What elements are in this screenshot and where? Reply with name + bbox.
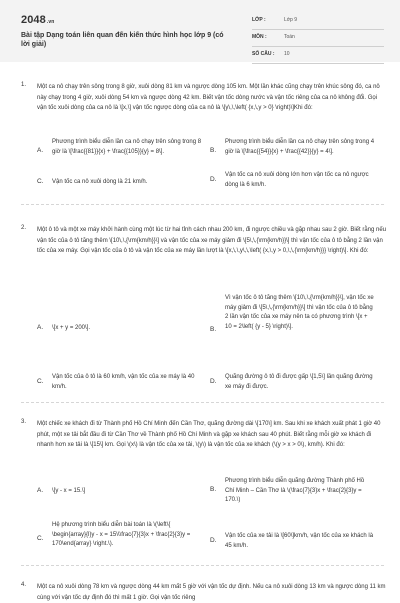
question-number: 2.	[21, 225, 27, 231]
question-text: Một ô tô và một xe máy khởi hành cùng một lúc từ hai tỉnh cách nhau 200 km, đi ngược chiều và gặp nhau sau 2 giờ. Biết rằng nếu vận tốc của ô tô tăng thêm \[10\,\,{\rm{km/h}}\] và vận tốc của xe máy giảm đi \[5\,\,{\rm{km/h}}\] thì vận tốc của ô tô bằng 2 lần vận tốc của xe máy. Gọi vận tốc của ô tô và vận tốc của xe máy lần lượt là \[x,\,\,y\,\,\left( {x,\,y > 0,\,\,{\rm{km/h}}} \right)\]. Khi đó:	[37, 227, 387, 254]
option-letter: C.	[37, 535, 44, 542]
question-number: 4.	[21, 582, 27, 588]
meta-label: SỐ CÂU :	[252, 51, 275, 57]
option-text: \[x + y = 200\].	[52, 325, 91, 331]
question-divider	[21, 565, 384, 566]
meta-label: LỚP :	[252, 17, 266, 23]
option-text: \[y - x = 15.\]	[52, 488, 86, 494]
question-divider	[21, 402, 384, 403]
option-text: Vận tốc ca nô xuôi dòng lớn hơn vận tốc ca nô ngược dòng là 6 km/h.	[225, 172, 369, 188]
option-letter: A.	[37, 147, 44, 154]
option-letter: C.	[37, 178, 44, 185]
option-text: Vận tốc của xe tải là \[60\]km/h, vận tốc của xe khách là 45 km/h.	[225, 533, 374, 549]
meta-value: 10	[284, 51, 290, 57]
option-letter: D.	[210, 537, 217, 544]
option-text: Phương trình biểu diễn lần ca nô chạy trên sông trong 8 giờ là \[\frac{{81}}{x} + \frac{{105}}{y} = 8\].	[52, 139, 202, 155]
option-letter: B.	[210, 147, 217, 154]
question-number: 3.	[21, 419, 27, 425]
option-letter: C.	[37, 378, 44, 385]
option-letter: B.	[210, 326, 217, 333]
option-text: Vận tốc ca nô xuôi dòng là 21 km/h.	[52, 179, 148, 185]
option-text: Vận tốc của ô tô là 60 km/h, vận tốc của xe máy là 40 km/h.	[52, 374, 195, 390]
option-text: Quãng đường ô tô đi được gấp \[1,5\] lần quãng đường xe máy đi được.	[225, 374, 373, 390]
option-text: Hệ phương trình biểu diễn bài toán là \(\left\{ \begin{array}{l}y - x = 15\\\frac{7}{3}x + \frac{2}{3}y = 170\end{array} \right.\).	[52, 522, 191, 547]
question-divider	[21, 204, 384, 205]
brand-name: 2048	[21, 14, 46, 26]
question-text: Một ca nô chạy trên sông trong 8 giờ, xuôi dòng 81 km và ngược dòng 105 km. Một lần khác cũng chạy trên khúc sông đó, ca nô này chạy trong 4 giờ, xuôi dòng 54 km và ngược dòng 42 km. Biết vận tốc dòng nước và vận tốc riêng của ca nô không đổi. Gọi vận tốc xuôi dòng của ca nô là \[x,\] vận tốc ngược dòng của ca nô là \[y\,\,\left( {x,\,y > 0} \right)\]Khi đó:	[37, 84, 380, 111]
option-letter: A.	[37, 324, 44, 331]
meta-row-count	[252, 47, 384, 64]
option-letter: B.	[210, 486, 217, 493]
brand-suffix: .vn	[46, 19, 55, 25]
option-letter: D.	[210, 176, 217, 183]
option-letter: A.	[37, 487, 44, 494]
option-text: Phương trình biểu diễn lần ca nô chạy trên sông trong 4 giờ là \[\frac{{54}}{x} + \frac{{42}}{y} = 4\].	[225, 139, 375, 155]
meta-row-class	[252, 13, 384, 30]
option-letter: D.	[210, 378, 217, 385]
question-text: Một chiếc xe khách đi từ Thành phố Hồ Chí Minh đến Cần Thơ, quãng đường dài \[170\] km. Sau khi xe khách xuất phát 1 giờ 40 phút, một xe tải bắt đầu đi từ Cần Thơ về Thành phố Hồ Chí Minh và gặp xe khách sau 40 phút. Biết rằng mỗi giờ xe khách đi nhanh hơn xe tải là \[15\] km. Gọi \(x\) là vận tốc của xe tải, \(y\) là vận tốc của xe khách (\(y > x > 0\), km/h). Khi đó:	[37, 421, 381, 448]
header	[0, 0, 400, 62]
meta-info	[252, 13, 384, 64]
option-text: Vì vận tốc ô tô tăng thêm \[10\,\,{\rm{km/h}}\], vận tốc xe máy giảm đi \[5\,\,{\rm{km/h}}\] thì vận tốc của ô tô bằng 2 lần vận tốc của xe máy nên ta có phương trình \[x + 10 = 2\left( {y - 5} \right)\].	[225, 295, 374, 330]
question-text: Một ca nô xuôi dòng 78 km và ngược dòng 44 km mất 5 giờ với vận tốc dự định. Nếu ca nô xuôi dòng 13 km và ngược dòng 11 km cùng với vận tốc dự định đó thì mất 1 giờ. Gọi vận tốc riêng	[37, 584, 386, 601]
question-number: 1.	[21, 82, 27, 88]
meta-row-subject	[252, 30, 384, 47]
brand-logo[interactable]	[21, 14, 54, 26]
meta-value: Lớp 9	[284, 17, 298, 23]
meta-value: Toán	[284, 34, 295, 40]
document-title: Bài tập Dạng toán liên quan đến kiến thức hình học lớp 9 (có lời giải)	[21, 32, 224, 48]
option-text: Phương trình biểu diễn quãng đường Thành phố Hồ Chí Minh – Cần Thơ là \(\frac{7}{3}x + \frac{2}{3}y = 170.\)	[225, 478, 365, 503]
meta-label: MÔN :	[252, 34, 267, 40]
